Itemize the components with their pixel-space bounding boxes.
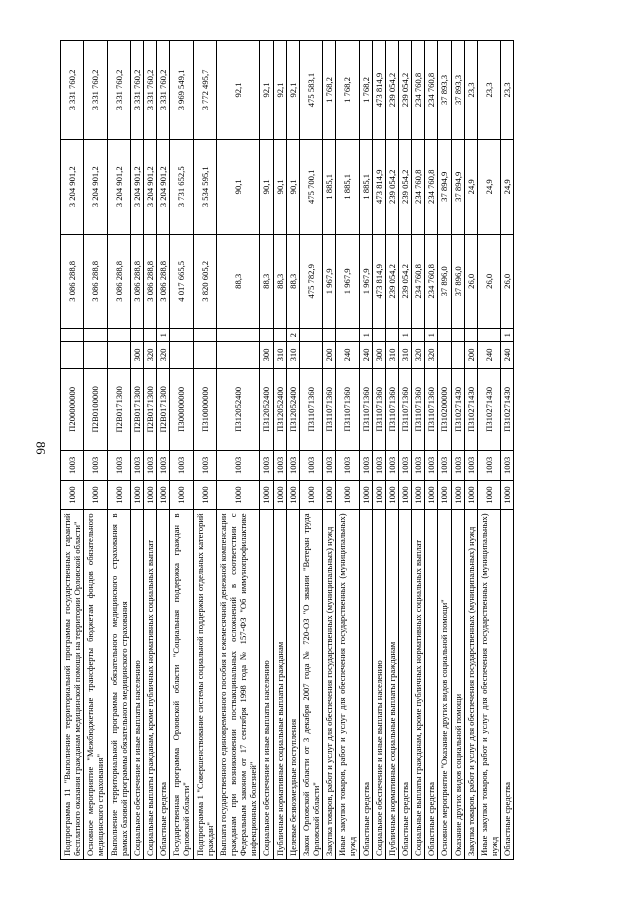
row-name: Выплата государственного единовременного пособия и ежемесячной денежной компенсации гражданам при возникновении поствакцинальных осложнений в соответствии с Федеральным законом от 17 сентября 1998 года № 157-ФЗ "Об иммунопрофилактике инфекционных болезней": [216, 510, 260, 860]
sum-year3-cell: 1 768,2: [359, 41, 372, 140]
sum-year1-cell: 3 086 288,8: [61, 234, 84, 329]
target-article-cell: П310200000: [438, 368, 451, 450]
sum-year2-cell: 24,9: [464, 140, 477, 235]
razdel-cell: 1000: [359, 480, 372, 510]
expense-type-cell: 300: [372, 342, 385, 368]
source-mark-cell: 1: [398, 329, 411, 342]
podrazdel-cell: 1003: [425, 451, 438, 481]
razdel-cell: 1000: [398, 480, 411, 510]
sum-year3-cell: 3 331 760,2: [107, 41, 130, 140]
podrazdel-cell: 1003: [501, 451, 514, 481]
budget-table: [60, 40, 514, 860]
source-mark-cell: [451, 329, 464, 342]
sum-year1-cell: 37 896,0: [438, 234, 451, 329]
sum-year2-cell: 475 700,1: [299, 140, 322, 235]
podrazdel-cell: 1003: [438, 451, 451, 481]
page-number: 86: [33, 441, 49, 455]
razdel-cell: 1000: [61, 480, 84, 510]
podrazdel-cell: 1003: [84, 451, 107, 481]
razdel-cell: 1000: [464, 480, 477, 510]
source-mark-cell: [216, 329, 260, 342]
sum-year1-cell: 1 967,9: [323, 234, 336, 329]
razdel-cell: 1000: [412, 480, 425, 510]
target-article-cell: П311071360: [336, 368, 359, 450]
target-article-cell: П312052400: [273, 368, 286, 450]
table-row: [438, 41, 451, 860]
sum-year3-cell: 92,1: [273, 41, 286, 140]
podrazdel-cell: 1003: [260, 451, 273, 481]
sum-year2-cell: 3 731 652,5: [170, 140, 193, 235]
podrazdel-cell: 1003: [61, 451, 84, 481]
sum-year2-cell: 3 204 901,2: [130, 140, 143, 235]
table-row: [260, 41, 273, 860]
row-name: Выполнение территориальной программы обязательного медицинского страхования в рамках базовой программы обязательного медицинского страхования: [107, 510, 130, 860]
table-row: [385, 41, 398, 860]
sum-year2-cell: 90,1: [216, 140, 260, 235]
row-name: Областные средства: [425, 510, 438, 860]
podrazdel-cell: 1003: [464, 451, 477, 481]
razdel-cell: 1000: [216, 480, 260, 510]
target-article-cell: П311071360: [425, 368, 438, 450]
source-mark-cell: [477, 329, 500, 342]
sum-year1-cell: 3 086 288,8: [84, 234, 107, 329]
target-article-cell: П310271430: [451, 368, 464, 450]
podrazdel-cell: 1003: [398, 451, 411, 481]
sum-year3-cell: 239 054,2: [398, 41, 411, 140]
source-mark-cell: [412, 329, 425, 342]
sum-year2-cell: 239 054,2: [385, 140, 398, 235]
sum-year3-cell: 3 331 760,2: [61, 41, 84, 140]
podrazdel-cell: 1003: [286, 451, 299, 481]
source-mark-cell: [299, 329, 322, 342]
sum-year3-cell: 3 772 495,7: [193, 41, 216, 140]
sum-year3-cell: 234 760,8: [412, 41, 425, 140]
source-mark-cell: [323, 329, 336, 342]
sum-year3-cell: 37 893,3: [438, 41, 451, 140]
podrazdel-cell: 1003: [359, 451, 372, 481]
expense-type-cell: 200: [464, 342, 477, 368]
razdel-cell: 1000: [107, 480, 130, 510]
row-name: Публичные нормативные социальные выплаты гражданам: [385, 510, 398, 860]
row-name: Закон Орловской области от 3 декабря 2007 года № 720-ОЗ "О звании "Ветеран труда Орловской области": [299, 510, 322, 860]
table-row: [323, 41, 336, 860]
razdel-cell: 1000: [130, 480, 143, 510]
budget-sheet: [60, 40, 600, 860]
budget-table-body: [61, 41, 514, 860]
expense-type-cell: 320: [143, 342, 156, 368]
target-article-cell: П311071360: [398, 368, 411, 450]
target-article-cell: П300000000: [170, 368, 193, 450]
table-row: [157, 41, 170, 860]
podrazdel-cell: 1003: [299, 451, 322, 481]
table-row: [501, 41, 514, 860]
sum-year3-cell: 3 331 760,2: [84, 41, 107, 140]
razdel-cell: 1000: [323, 480, 336, 510]
podrazdel-cell: 1003: [412, 451, 425, 481]
source-mark-cell: [170, 329, 193, 342]
sum-year1-cell: 26,0: [501, 234, 514, 329]
sum-year1-cell: 3 820 605,2: [193, 234, 216, 329]
table-row: [398, 41, 411, 860]
row-name: Закупка товаров, работ и услуг для обеспечения государственных (муниципальных) нужд: [464, 510, 477, 860]
target-article-cell: П200000000: [61, 368, 84, 450]
row-name: Иные закупки товаров, работ и услуг для обеспечения государственных (муниципальных) нужд: [477, 510, 500, 860]
razdel-cell: 1000: [501, 480, 514, 510]
expense-type-cell: 310: [273, 342, 286, 368]
expense-type-cell: [170, 342, 193, 368]
sum-year3-cell: 473 814,9: [372, 41, 385, 140]
expense-type-cell: [451, 342, 464, 368]
sum-year3-cell: 92,1: [286, 41, 299, 140]
source-mark-cell: 1: [425, 329, 438, 342]
sum-year3-cell: 234 760,8: [425, 41, 438, 140]
row-name: Основное мероприятие "Межбюджетные трансферты бюджетам фондов обязательного медицинского страхования": [84, 510, 107, 860]
row-name: Публичные нормативные социальные выплаты гражданам: [273, 510, 286, 860]
sum-year1-cell: 3 086 288,8: [107, 234, 130, 329]
expense-type-cell: [193, 342, 216, 368]
table-row: [143, 41, 156, 860]
sum-year1-cell: 37 896,0: [451, 234, 464, 329]
sum-year1-cell: 3 086 288,8: [130, 234, 143, 329]
source-mark-cell: [193, 329, 216, 342]
table-row: [451, 41, 464, 860]
sum-year2-cell: 3 204 901,2: [157, 140, 170, 235]
target-article-cell: П311071360: [359, 368, 372, 450]
expense-type-cell: 240: [359, 342, 372, 368]
sum-year1-cell: 88,3: [273, 234, 286, 329]
sum-year1-cell: 3 086 288,8: [143, 234, 156, 329]
target-article-cell: П2В0171300: [130, 368, 143, 450]
podrazdel-cell: 1003: [477, 451, 500, 481]
source-mark-cell: [130, 329, 143, 342]
table-row: [299, 41, 322, 860]
row-name: Целевые безвозмездные поступления: [286, 510, 299, 860]
row-name: Социальные выплаты гражданам, кроме публичных нормативных социальных выплат: [143, 510, 156, 860]
target-article-cell: П310271430: [501, 368, 514, 450]
sum-year2-cell: 3 204 901,2: [84, 140, 107, 235]
table-row: [464, 41, 477, 860]
source-mark-cell: [273, 329, 286, 342]
row-name: Социальное обеспечение и иные выплаты населению: [260, 510, 273, 860]
expense-type-cell: 240: [501, 342, 514, 368]
podrazdel-cell: 1003: [107, 451, 130, 481]
source-mark-cell: 1: [501, 329, 514, 342]
sum-year3-cell: 37 893,3: [451, 41, 464, 140]
target-article-cell: П311071360: [323, 368, 336, 450]
razdel-cell: 1000: [438, 480, 451, 510]
sum-year2-cell: 90,1: [286, 140, 299, 235]
table-row: [477, 41, 500, 860]
sum-year3-cell: 23,3: [477, 41, 500, 140]
target-article-cell: П2В0100000: [84, 368, 107, 450]
row-name: Социальное обеспечение и иные выплаты населению: [372, 510, 385, 860]
table-row: [216, 41, 260, 860]
target-article-cell: П312052400: [286, 368, 299, 450]
razdel-cell: 1000: [477, 480, 500, 510]
sum-year1-cell: 88,3: [216, 234, 260, 329]
sum-year1-cell: 26,0: [464, 234, 477, 329]
target-article-cell: П310000000: [193, 368, 216, 450]
sum-year2-cell: 90,1: [273, 140, 286, 235]
sum-year3-cell: 92,1: [216, 41, 260, 140]
target-article-cell: П310271430: [477, 368, 500, 450]
sum-year2-cell: 37 894,9: [451, 140, 464, 235]
sum-year3-cell: 1 768,2: [323, 41, 336, 140]
sum-year1-cell: 234 760,8: [425, 234, 438, 329]
sum-year1-cell: 1 967,9: [359, 234, 372, 329]
row-name: Областные средства: [157, 510, 170, 860]
table-row: [84, 41, 107, 860]
row-name: Подпрограмма 11 "Выполнение территориальной программы государственных гарантий бесплатного оказания гражданам медицинской помощи на территории Орловской области": [61, 510, 84, 860]
sum-year3-cell: 23,3: [464, 41, 477, 140]
source-mark-cell: [464, 329, 477, 342]
source-mark-cell: [438, 329, 451, 342]
source-mark-cell: [143, 329, 156, 342]
sum-year1-cell: 234 760,8: [412, 234, 425, 329]
podrazdel-cell: 1003: [385, 451, 398, 481]
target-article-cell: П311071360: [299, 368, 322, 450]
sum-year2-cell: 24,9: [477, 140, 500, 235]
sum-year2-cell: 234 760,8: [412, 140, 425, 235]
row-name: Подпрограмма 1 "Совершенствование системы социальной поддержки отдельных категорий граждан": [193, 510, 216, 860]
expense-type-cell: 320: [157, 342, 170, 368]
expense-type-cell: [84, 342, 107, 368]
target-article-cell: П311071360: [385, 368, 398, 450]
expense-type-cell: 240: [336, 342, 359, 368]
sum-year3-cell: 239 054,2: [385, 41, 398, 140]
target-article-cell: П311071360: [412, 368, 425, 450]
expense-type-cell: 320: [425, 342, 438, 368]
table-row: [372, 41, 385, 860]
row-name: Социальное обеспечение и иные выплаты населению: [130, 510, 143, 860]
expense-type-cell: 300: [130, 342, 143, 368]
podrazdel-cell: 1003: [130, 451, 143, 481]
razdel-cell: 1000: [286, 480, 299, 510]
table-row: [273, 41, 286, 860]
row-name: Государственная программа Орловской области "Социальная поддержка граждан в Орловской области": [170, 510, 193, 860]
razdel-cell: 1000: [372, 480, 385, 510]
podrazdel-cell: 1003: [216, 451, 260, 481]
sum-year2-cell: 3 204 901,2: [107, 140, 130, 235]
razdel-cell: 1000: [273, 480, 286, 510]
podrazdel-cell: 1003: [323, 451, 336, 481]
podrazdel-cell: 1003: [170, 451, 193, 481]
table-row: [336, 41, 359, 860]
razdel-cell: 1000: [299, 480, 322, 510]
sum-year3-cell: 3 331 760,2: [143, 41, 156, 140]
source-mark-cell: 1: [359, 329, 372, 342]
sum-year2-cell: 3 204 901,2: [143, 140, 156, 235]
sum-year3-cell: 23,3: [501, 41, 514, 140]
sum-year2-cell: 473 814,9: [372, 140, 385, 235]
source-mark-cell: [84, 329, 107, 342]
expense-type-cell: 310: [385, 342, 398, 368]
expense-type-cell: [438, 342, 451, 368]
source-mark-cell: [372, 329, 385, 342]
sum-year2-cell: 234 760,8: [425, 140, 438, 235]
sum-year2-cell: 239 054,2: [398, 140, 411, 235]
table-row: [193, 41, 216, 860]
podrazdel-cell: 1003: [372, 451, 385, 481]
razdel-cell: 1000: [143, 480, 156, 510]
sum-year1-cell: 3 086 288,8: [157, 234, 170, 329]
table-row: [130, 41, 143, 860]
sum-year1-cell: 473 814,9: [372, 234, 385, 329]
sum-year3-cell: 3 331 760,2: [130, 41, 143, 140]
row-name: Областные средства: [398, 510, 411, 860]
sum-year2-cell: 90,1: [260, 140, 273, 235]
sum-year1-cell: 4 017 665,5: [170, 234, 193, 329]
expense-type-cell: [216, 342, 260, 368]
razdel-cell: 1000: [260, 480, 273, 510]
target-article-cell: П2В0171300: [143, 368, 156, 450]
table-row: [359, 41, 372, 860]
sum-year2-cell: 24,9: [501, 140, 514, 235]
expense-type-cell: 320: [412, 342, 425, 368]
expense-type-cell: [299, 342, 322, 368]
sum-year1-cell: 239 054,2: [398, 234, 411, 329]
razdel-cell: 1000: [170, 480, 193, 510]
row-name: Закупка товаров, работ и услуг для обеспечения государственных (муниципальных) нужд: [323, 510, 336, 860]
expense-type-cell: [61, 342, 84, 368]
podrazdel-cell: 1003: [336, 451, 359, 481]
row-name: Иные закупки товаров, работ и услуг для обеспечения государственных (муниципальных) нужд: [336, 510, 359, 860]
target-article-cell: П2В0171300: [107, 368, 130, 450]
sum-year1-cell: 88,3: [286, 234, 299, 329]
row-name: Оказание других видов социальной помощи: [451, 510, 464, 860]
sum-year3-cell: 3 969 549,1: [170, 41, 193, 140]
row-name: Областные средства: [501, 510, 514, 860]
sum-year2-cell: 3 534 595,1: [193, 140, 216, 235]
row-name: Социальные выплаты гражданам, кроме публичных нормативных социальных выплат: [412, 510, 425, 860]
target-article-cell: П311071360: [372, 368, 385, 450]
sum-year3-cell: 92,1: [260, 41, 273, 140]
sum-year3-cell: 3 331 760,2: [157, 41, 170, 140]
source-mark-cell: [260, 329, 273, 342]
expense-type-cell: 310: [398, 342, 411, 368]
sum-year3-cell: 1 768,2: [336, 41, 359, 140]
podrazdel-cell: 1003: [451, 451, 464, 481]
source-mark-cell: 2: [286, 329, 299, 342]
expense-type-cell: 300: [260, 342, 273, 368]
table-row: [286, 41, 299, 860]
table-row: [170, 41, 193, 860]
podrazdel-cell: 1003: [193, 451, 216, 481]
target-article-cell: П312052400: [216, 368, 260, 450]
source-mark-cell: [336, 329, 359, 342]
sum-year1-cell: 88,3: [260, 234, 273, 329]
source-mark-cell: 1: [157, 329, 170, 342]
sum-year1-cell: 239 054,2: [385, 234, 398, 329]
source-mark-cell: [385, 329, 398, 342]
razdel-cell: 1000: [451, 480, 464, 510]
target-article-cell: П2В0171300: [157, 368, 170, 450]
sum-year1-cell: 475 782,9: [299, 234, 322, 329]
expense-type-cell: [107, 342, 130, 368]
row-name: Областные средства: [359, 510, 372, 860]
row-name: Основное мероприятие "Оказание других видов социальной помощи": [438, 510, 451, 860]
sum-year1-cell: 1 967,9: [336, 234, 359, 329]
expense-type-cell: 240: [477, 342, 500, 368]
sum-year2-cell: 3 204 901,2: [61, 140, 84, 235]
target-article-cell: П310271430: [464, 368, 477, 450]
sum-year2-cell: 1 885,1: [323, 140, 336, 235]
sum-year3-cell: 475 583,1: [299, 41, 322, 140]
table-row: [107, 41, 130, 860]
razdel-cell: 1000: [425, 480, 438, 510]
table-row: [412, 41, 425, 860]
source-mark-cell: [107, 329, 130, 342]
podrazdel-cell: 1003: [143, 451, 156, 481]
podrazdel-cell: 1003: [273, 451, 286, 481]
razdel-cell: 1000: [336, 480, 359, 510]
expense-type-cell: 310: [286, 342, 299, 368]
table-row: [425, 41, 438, 860]
sum-year1-cell: 26,0: [477, 234, 500, 329]
podrazdel-cell: 1003: [157, 451, 170, 481]
target-article-cell: П312052400: [260, 368, 273, 450]
sum-year2-cell: 1 885,1: [336, 140, 359, 235]
razdel-cell: 1000: [157, 480, 170, 510]
sum-year2-cell: 37 894,9: [438, 140, 451, 235]
source-mark-cell: [61, 329, 84, 342]
razdel-cell: 1000: [385, 480, 398, 510]
table-row: [61, 41, 84, 860]
expense-type-cell: 200: [323, 342, 336, 368]
razdel-cell: 1000: [84, 480, 107, 510]
sum-year2-cell: 1 885,1: [359, 140, 372, 235]
razdel-cell: 1000: [193, 480, 216, 510]
